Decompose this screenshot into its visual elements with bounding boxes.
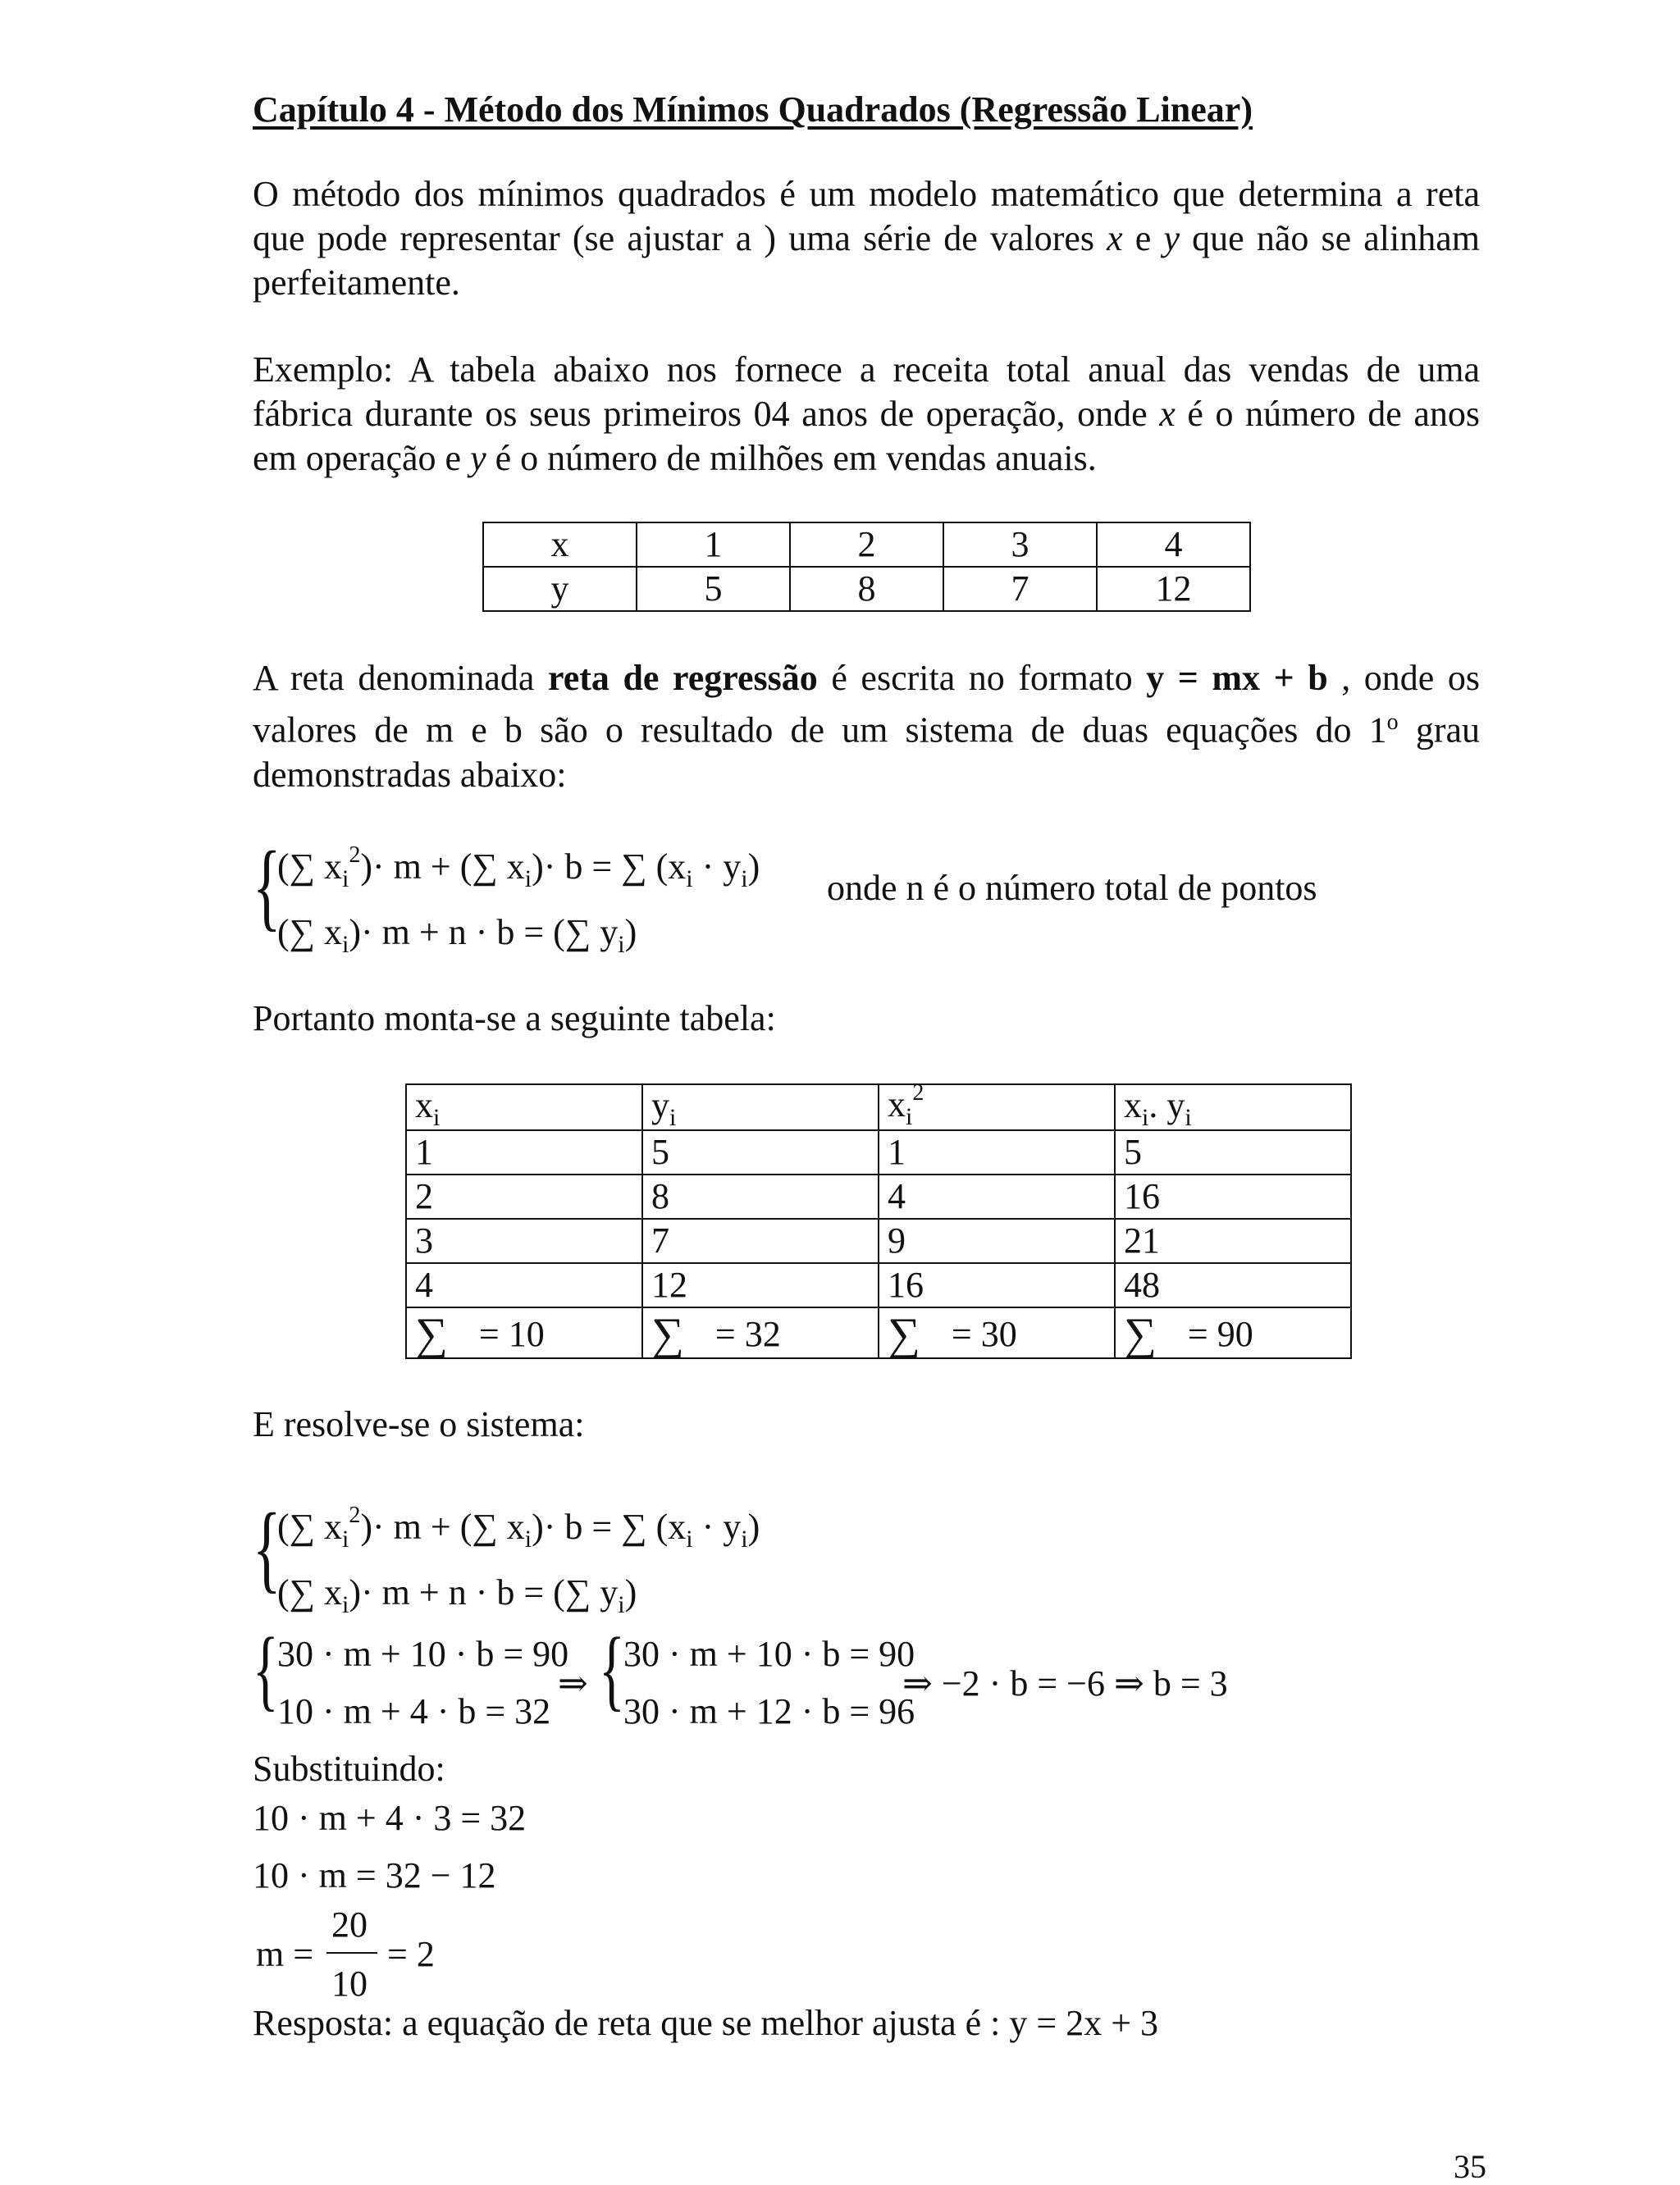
sigma-symbol: ∑ — [415, 1309, 448, 1360]
m-equals: m = — [256, 1934, 314, 1974]
table-row — [406, 1219, 1351, 1263]
page-number: 35 — [1454, 2148, 1486, 2185]
brace-symbol: { — [253, 1619, 279, 1719]
example-text-1: Exemplo: A tabela abaixo nos fornece a receita total anual das vendas de uma fábrica durante os seus primeiros 04 anos de operação, onde — [253, 349, 1480, 434]
line-formula: y = mx + b — [1146, 658, 1328, 698]
var-y: y — [470, 438, 486, 478]
solve-intro: E resolve-se o sistema: — [253, 1404, 585, 1444]
implies-symbol: ⇒ — [558, 1663, 588, 1704]
table-cell: 9 — [879, 1219, 1115, 1263]
intro-text-1: O método dos mínimos quadrados é um modelo matemático que determina a reta que pode representar (se ajustar a ) uma série de valores — [253, 174, 1480, 258]
equation-line-1: (∑ $x_i^2)\cdot m$ + (∑ $x_i)\cdot b$ = ∑ $(x_i \cdot y_i)$ — [277, 842, 760, 892]
table-cell: 1 — [879, 1130, 1115, 1175]
system-result: ⇒ −2 · b = −6 ⇒ b = 3 — [902, 1663, 1228, 1704]
table-row — [406, 1130, 1351, 1175]
table-cell: y — [483, 567, 637, 611]
table-cell: 3 — [406, 1219, 642, 1263]
table-row — [483, 522, 1250, 567]
intro-paragraph — [253, 172, 1480, 305]
table-cell: 5 — [1115, 1130, 1351, 1175]
table-cell: 5 — [637, 567, 790, 611]
regression-text-1: A reta denominada — [253, 658, 548, 698]
table-cell: 4 — [1097, 522, 1250, 567]
regression-text-3: , onde os valores de m e b são o resultado de um sistema de duas equações do 1 — [253, 658, 1480, 750]
intro-text-2: e — [1122, 218, 1164, 258]
table-cell: 16 — [1115, 1175, 1351, 1219]
table-cell: 8 — [790, 567, 943, 611]
normal-equations-system — [253, 828, 843, 960]
equation-line-1: (∑ $x_i^2)\cdot m$ + (∑ $x_i)\cdot b$ = ∑ $(x_i \cdot y_i)$ — [277, 1503, 760, 1553]
var-x: x — [1159, 394, 1176, 434]
header-xi: $x_i$ — [406, 1084, 642, 1130]
normal-equations-system-2 — [253, 1489, 843, 1628]
example-text-2: é o número de anos em operação e — [253, 394, 1480, 478]
equation-line-2: (∑ $x_i)\cdot m + n \cdot b$ = (∑ $y_i$) — [277, 1572, 637, 1618]
table-cell: 1 — [637, 522, 790, 567]
system-eq-a: 30 · m + 10 · b = 90 — [277, 1634, 569, 1674]
sum-cell: ∑ = 10 — [406, 1307, 642, 1358]
table-cell: 7 — [943, 567, 1097, 611]
table-cell: 16 — [879, 1263, 1115, 1307]
sigma-symbol: ∑ — [888, 1309, 920, 1360]
sums-table — [405, 1080, 1352, 1360]
table-cell: 5 — [642, 1130, 879, 1175]
fraction-numerator: 20 — [331, 1904, 368, 1945]
equation-line-2: (∑ $x_i)\cdot m + n \cdot b$ = (∑ $y_i$) — [277, 912, 637, 958]
sum-cell: ∑ = 30 — [879, 1307, 1115, 1358]
table-cell: 4 — [406, 1263, 642, 1307]
table-cell: 2 — [406, 1175, 642, 1219]
degree-sup: o — [1386, 709, 1399, 735]
table-row — [406, 1175, 1351, 1219]
sum-cell: ∑ = 90 — [1115, 1307, 1351, 1358]
system-eq-b: 10 · m + 4 · b = 32 — [277, 1691, 551, 1731]
table-cell: 2 — [790, 522, 943, 567]
sigma-symbol: ∑ — [651, 1309, 684, 1360]
system-eq-c: 30 · m + 10 · b = 90 — [623, 1634, 915, 1674]
table-cell: 3 — [943, 522, 1097, 567]
system-note: onde n é o número total de pontos — [827, 868, 1317, 908]
brace-symbol: { — [253, 831, 281, 940]
data-table — [482, 522, 1251, 612]
example-paragraph — [253, 348, 1480, 481]
substitution-line-1: 10 · m + 4 · 3 = 32 — [253, 1798, 527, 1838]
sigma-symbol: ∑ — [1124, 1309, 1157, 1360]
table-row — [406, 1263, 1351, 1307]
regression-paragraph — [253, 656, 1480, 797]
var-y: y — [1163, 218, 1180, 258]
header-yi: $y_i$ — [642, 1084, 879, 1130]
regression-text-4: grau demonstradas abaixo: — [253, 709, 1481, 795]
intro-text-3: que não se alinham perfeitamente. — [253, 218, 1480, 303]
table-header-row — [406, 1084, 1351, 1130]
substitution-label: Substituindo: — [253, 1749, 445, 1789]
table-cell: 7 — [642, 1219, 879, 1263]
header-xi-yi: $x_i$. $y_i$ — [1115, 1084, 1351, 1130]
table-intro: Portanto monta-se a seguinte tabela: — [253, 998, 776, 1038]
table-row — [483, 567, 1250, 611]
regression-term: reta de regressão — [547, 658, 818, 698]
regression-text-2: é escrita no formato — [817, 658, 1147, 698]
m-result: = 2 — [387, 1934, 435, 1974]
table-cell: 12 — [1097, 567, 1250, 611]
table-cell: x — [483, 522, 637, 567]
brace-symbol: { — [253, 1493, 281, 1602]
table-cell: 4 — [879, 1175, 1115, 1219]
answer: Resposta: a equação de reta que se melhor ajusta é : y = 2x + 3 — [253, 2003, 1159, 2043]
table-cell: 21 — [1115, 1219, 1351, 1263]
substitution-line-2: 10 · m = 32 − 12 — [253, 1855, 496, 1895]
table-cell: 8 — [642, 1175, 879, 1219]
fraction-bar — [326, 1952, 377, 1954]
var-x: x — [1107, 218, 1123, 258]
sum-row — [406, 1307, 1351, 1358]
brace-symbol: { — [599, 1619, 625, 1719]
example-text-3: é o número de milhões em vendas anuais. — [486, 438, 1097, 478]
table-cell: 48 — [1115, 1263, 1351, 1307]
table-cell: 1 — [406, 1130, 642, 1175]
sum-cell: ∑ = 32 — [642, 1307, 879, 1358]
system-eq-d: 30 · m + 12 · b = 96 — [623, 1691, 915, 1731]
fraction-denominator: 10 — [331, 1964, 368, 2004]
header-xi-squared: $x_i^2$ — [879, 1084, 1115, 1130]
chapter-title: Capítulo 4 - Método dos Mínimos Quadrados (Regressão Linear) — [253, 89, 1253, 130]
table-cell: 12 — [642, 1263, 879, 1307]
